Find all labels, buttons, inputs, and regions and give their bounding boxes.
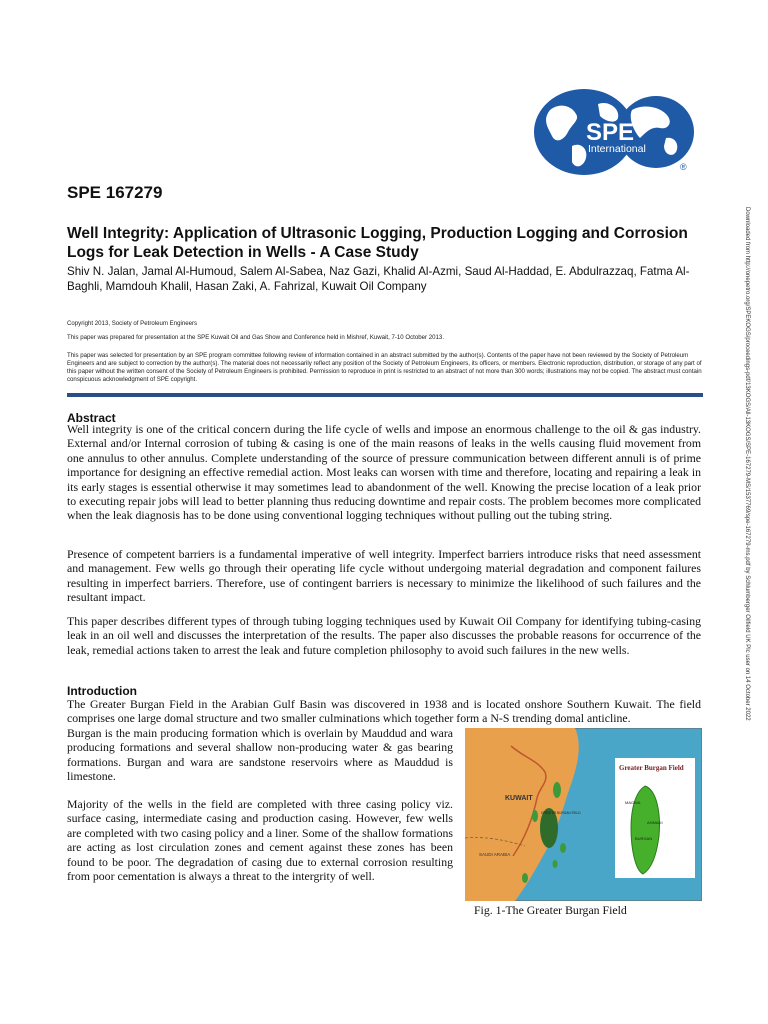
inset-title: Greater Burgan Field	[619, 764, 684, 772]
selection-notice: This paper was selected for presentation by an SPE program committee following review of information contained in an abstract submitted by the author(s). Contents of the paper have not been reviewed by the Society of Petroleum Engineers and are subject to correction by the author(s). The material does not necessarily reflect any position of the Society of Petroleum Engineers, its officers, or members. Electronic reproduction, distribution, or storage of any part of this paper without the written consent of the Society of Petroleum Engineers is prohibited. Permission to reproduce in print is restricted to an abstract of not more than 300 words; illustrations may not be copied. The abstract must contain conspicuous acknowledgment of SPE copyright.	[67, 352, 702, 383]
figure-caption: Fig. 1-The Greater Burgan Field	[474, 903, 627, 917]
abstract-paragraph: This paper describes different types of through tubing logging techniques used by Kuwait Oil Company for identifying tubing-casing leak in an oil well and discusses the interpretation of the results. The paper also discusses the probable reasons for occurrence of the leak, remedial actions taken to arrest the leak and future completion philosophy to avoid such failures in the new wells.	[67, 614, 701, 657]
abstract-paragraph: Well integrity is one of the critical concern during the life cycle of wells and impose an enormous challenge to the oil & gas industry. External and/or Internal corrosion of tubing & casing is one of the main reasons of leaks in the wells causing fluid movement from one annulus to other annulus. Complete understanding of the source of pressure communication between different annuli is of prime importance for designing an effective remedial action. Most leaks can worsen with time and therefore, locating and repairing a leak in its early stages is essential otherwise it may sometimes lead to abandonment of the well. Knowing the precise location of a leak prior to executing repair jobs will lead to better planning thus reducing downtime and repair costs. The problem becomes more complicated when the leak diagnosis has to be done using conventional logging techniques without pulling out the tubing string.	[67, 422, 701, 523]
oil-field-shape	[560, 843, 566, 853]
inset-label-ahmadi: AHMADI	[647, 820, 663, 825]
introduction-paragraph: Burgan is the main producing formation which is overlain by Mauddud and wara producing formations and several shallow non-producing water & gas bearing formations. Burgan and wara are sandstone reservoirs where as Mauddud is limestone.	[67, 726, 453, 784]
copyright-notice: Copyright 2013, Society of Petroleum Engineers	[67, 320, 198, 327]
oil-field-shape	[553, 782, 561, 798]
abstract-paragraph: Presence of competent barriers is a fundamental imperative of well integrity. Imperfect barriers introduce risks that need assessment and management. Few wells go through their operating life cycle without undergoing material degradation and component failures resulting in imperfect barriers. Therefore, use of contingent barriers is necessary to minimize the likelihood of such failures and the resultant impact.	[67, 547, 701, 605]
introduction-paragraph: Majority of the wells in the field are completed with three casing policy viz. surface casing, intermediate casing and production casing. However, few wells are completed with two casing policy and a liner. Some of the shallow formations are acting as lost circulation zones and cement against these zones has been found to be poor. The degradation of casing due to external corrosion resulting from poor cementation is always a threat to the intergrity of well.	[67, 797, 453, 884]
logo-text-sub: International	[588, 143, 646, 155]
section-divider	[67, 393, 703, 397]
paper-number: SPE 167279	[67, 183, 163, 202]
map-label-field: GREATER BURGAN FIELD	[541, 811, 581, 815]
oil-field-shape	[553, 860, 558, 868]
inset-label-burgan: BURGAN	[635, 836, 653, 841]
map-label-kuwait: KUWAIT	[505, 795, 533, 802]
logo-text-main: SPE	[586, 119, 635, 146]
map-label-saudi: SAUDI ARABIA	[479, 852, 511, 857]
author-list: Shiv N. Jalan, Jamal Al-Humoud, Salem Al-Sabea, Naz Gazi, Khalid Al-Azmi, Saud Al-Haddad, E. Abdulrazzaq, Fatma Al-Baghli, Mamdouh Khalil, Hasan Zaki, A. Fahrizal, Kuwait Oil Company	[67, 265, 690, 293]
abstract-heading: Abstract	[67, 411, 116, 425]
burgan-field-map-figure	[465, 728, 702, 901]
inset-label-magwa: MAGWA	[625, 800, 641, 805]
download-watermark: Downloaded from http://onepetro.org/SPEKOGS/proceedings-pdf/13KOGS/All-13KOGS/SPE-167279-MS/1537769/spe-167279-ms.pdf by Schlumberger Oilfield UK Plc user on 14 October 2022	[744, 207, 750, 721]
oil-field-shape	[532, 810, 538, 822]
presentation-notice: This paper was prepared for presentation at the SPE Kuwait Oil and Gas Show and Conference held in Mishref, Kuwait, 7-10 October 2013.	[67, 334, 445, 341]
oil-field-shape	[522, 873, 528, 883]
introduction-paragraph: The Greater Burgan Field in the Arabian Gulf Basin was discovered in 1938 and is located onshore Southern Kuwait. The field comprises one large domal structure and two smaller culminations which together form a N-S trending domal anticline.	[67, 697, 701, 726]
introduction-heading: Introduction	[67, 684, 137, 698]
paper-title: Well Integrity: Application of Ultrasonic Logging, Production Logging and Corrosion Logs for Leak Detection in Wells - A Case Study	[67, 225, 688, 261]
logo-registered-mark: ®	[680, 162, 687, 172]
spe-international-logo	[528, 88, 698, 178]
